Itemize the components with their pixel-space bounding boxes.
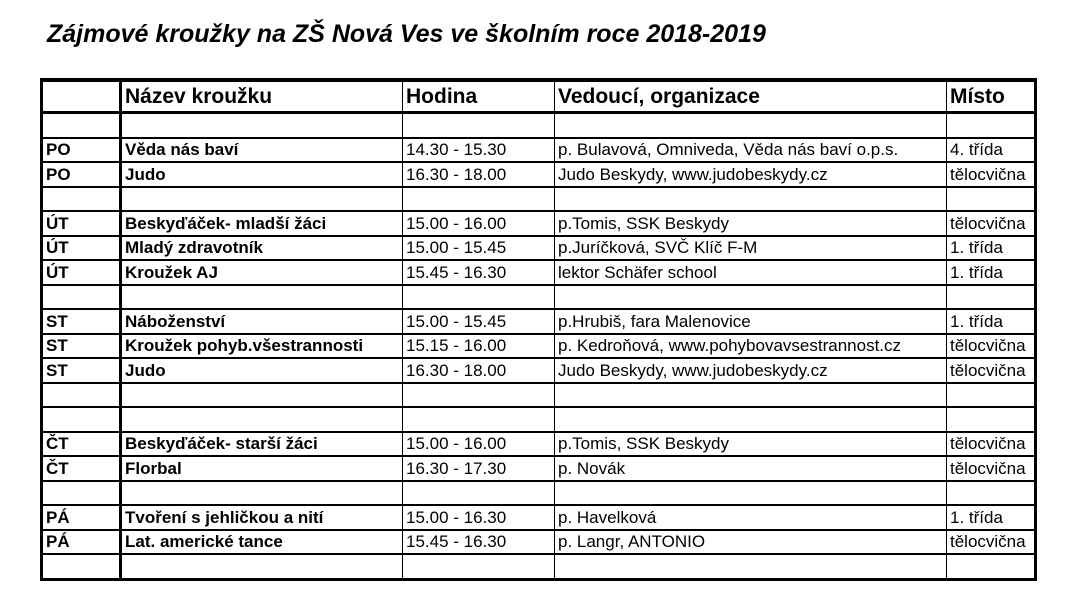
column-header xyxy=(42,80,121,113)
table-spacer-row xyxy=(42,113,1036,138)
day-cell: ÚT xyxy=(42,211,121,236)
table-row xyxy=(42,334,1036,359)
day-cell: ČT xyxy=(42,456,121,481)
time-cell xyxy=(403,481,555,506)
leader-cell xyxy=(555,383,947,408)
leader-cell xyxy=(555,481,947,506)
day-cell xyxy=(42,407,121,432)
club-name-cell xyxy=(121,285,403,310)
day-cell: ST xyxy=(42,358,121,383)
leader-cell: p.Tomis, SSK Beskydy xyxy=(555,432,947,457)
leader-cell xyxy=(555,407,947,432)
table-row xyxy=(42,358,1036,383)
table-row xyxy=(42,138,1036,163)
place-cell xyxy=(947,554,1036,579)
place-cell xyxy=(947,285,1036,310)
club-name-cell xyxy=(121,407,403,432)
club-name-cell xyxy=(121,383,403,408)
time-cell xyxy=(403,113,555,138)
leader-cell xyxy=(555,187,947,212)
time-cell: 15.00 - 16.00 xyxy=(403,432,555,457)
table-row xyxy=(42,456,1036,481)
table-row xyxy=(42,505,1036,530)
table-row xyxy=(42,236,1036,261)
column-header: Místo xyxy=(947,80,1036,113)
table-row xyxy=(42,530,1036,555)
place-cell xyxy=(947,383,1036,408)
place-cell: tělocvična xyxy=(947,162,1036,187)
day-cell: PÁ xyxy=(42,505,121,530)
column-header: Hodina xyxy=(403,80,555,113)
time-cell xyxy=(403,407,555,432)
place-cell: tělocvična xyxy=(947,358,1036,383)
table-spacer-row xyxy=(42,383,1036,408)
day-cell xyxy=(42,481,121,506)
place-cell xyxy=(947,187,1036,212)
day-cell: ST xyxy=(42,309,121,334)
leader-cell: p. Langr, ANTONIO xyxy=(555,530,947,555)
place-cell xyxy=(947,481,1036,506)
day-cell xyxy=(42,554,121,579)
place-cell: 1. třída xyxy=(947,236,1036,261)
table-row xyxy=(42,211,1036,236)
place-cell: tělocvična xyxy=(947,530,1036,555)
club-name-cell: Mladý zdravotník xyxy=(121,236,403,261)
leader-cell: lektor Schäfer school xyxy=(555,260,947,285)
time-cell: 15.00 - 16.30 xyxy=(403,505,555,530)
table-spacer-row xyxy=(42,554,1036,579)
table-spacer-row xyxy=(42,481,1036,506)
leader-cell xyxy=(555,113,947,138)
day-cell xyxy=(42,187,121,212)
schedule-table xyxy=(40,78,1037,581)
leader-cell: p.Tomis, SSK Beskydy xyxy=(555,211,947,236)
leader-cell: p. Bulavová, Omniveda, Věda nás baví o.p.s. xyxy=(555,138,947,163)
time-cell: 15.15 - 16.00 xyxy=(403,334,555,359)
club-name-cell: Náboženství xyxy=(121,309,403,334)
table-row xyxy=(42,162,1036,187)
table-header-row xyxy=(42,80,1036,113)
time-cell xyxy=(403,285,555,310)
place-cell xyxy=(947,407,1036,432)
time-cell: 14.30 - 15.30 xyxy=(403,138,555,163)
club-name-cell: Florbal xyxy=(121,456,403,481)
club-name-cell xyxy=(121,113,403,138)
place-cell xyxy=(947,113,1036,138)
day-cell: PO xyxy=(42,162,121,187)
leader-cell: p.Hrubiš, fara Malenovice xyxy=(555,309,947,334)
club-name-cell: Lat. americké tance xyxy=(121,530,403,555)
club-name-cell: Beskyďáček- starší žáci xyxy=(121,432,403,457)
column-header: Vedoucí, organizace xyxy=(555,80,947,113)
day-cell: ČT xyxy=(42,432,121,457)
time-cell xyxy=(403,383,555,408)
place-cell: 1. třída xyxy=(947,505,1036,530)
leader-cell: p. Kedroňová, www.pohybovavsestrannost.cz xyxy=(555,334,947,359)
club-name-cell: Beskyďáček- mladší žáci xyxy=(121,211,403,236)
day-cell: PÁ xyxy=(42,530,121,555)
leader-cell: Judo Beskydy, www.judobeskydy.cz xyxy=(555,358,947,383)
time-cell: 15.00 - 15.45 xyxy=(403,309,555,334)
place-cell: 4. třída xyxy=(947,138,1036,163)
place-cell: 1. třída xyxy=(947,260,1036,285)
club-name-cell: Tvoření s jehličkou a nití xyxy=(121,505,403,530)
club-name-cell xyxy=(121,554,403,579)
club-name-cell: Judo xyxy=(121,162,403,187)
place-cell: tělocvična xyxy=(947,211,1036,236)
leader-cell: p. Havelková xyxy=(555,505,947,530)
time-cell: 15.45 - 16.30 xyxy=(403,530,555,555)
table-row xyxy=(42,432,1036,457)
time-cell: 16.30 - 17.30 xyxy=(403,456,555,481)
time-cell: 15.45 - 16.30 xyxy=(403,260,555,285)
time-cell: 15.00 - 15.45 xyxy=(403,236,555,261)
time-cell xyxy=(403,187,555,212)
day-cell: PO xyxy=(42,138,121,163)
club-name-cell xyxy=(121,187,403,212)
leader-cell: p.Juríčková, SVČ Klíč F-M xyxy=(555,236,947,261)
time-cell: 15.00 - 16.00 xyxy=(403,211,555,236)
leader-cell: Judo Beskydy, www.judobeskydy.cz xyxy=(555,162,947,187)
time-cell: 16.30 - 18.00 xyxy=(403,162,555,187)
time-cell xyxy=(403,554,555,579)
club-name-cell: Věda nás baví xyxy=(121,138,403,163)
column-header: Název kroužku xyxy=(121,80,403,113)
place-cell: tělocvična xyxy=(947,432,1036,457)
club-name-cell: Judo xyxy=(121,358,403,383)
club-name-cell: Kroužek pohyb.všestrannosti xyxy=(121,334,403,359)
table-row xyxy=(42,309,1036,334)
day-cell: ÚT xyxy=(42,236,121,261)
club-name-cell xyxy=(121,481,403,506)
page-title: Zájmové kroužky na ZŠ Nová Ves ve školním roce 2018-2019 xyxy=(47,20,766,48)
table-spacer-row xyxy=(42,285,1036,310)
day-cell: ÚT xyxy=(42,260,121,285)
leader-cell xyxy=(555,554,947,579)
day-cell xyxy=(42,285,121,310)
day-cell: ST xyxy=(42,334,121,359)
table-spacer-row xyxy=(42,187,1036,212)
day-cell xyxy=(42,383,121,408)
table-row xyxy=(42,260,1036,285)
time-cell: 16.30 - 18.00 xyxy=(403,358,555,383)
club-name-cell: Kroužek AJ xyxy=(121,260,403,285)
day-cell xyxy=(42,113,121,138)
table-spacer-row xyxy=(42,407,1036,432)
place-cell: 1. třída xyxy=(947,309,1036,334)
place-cell: tělocvična xyxy=(947,456,1036,481)
leader-cell xyxy=(555,285,947,310)
leader-cell: p. Novák xyxy=(555,456,947,481)
place-cell: tělocvična xyxy=(947,334,1036,359)
